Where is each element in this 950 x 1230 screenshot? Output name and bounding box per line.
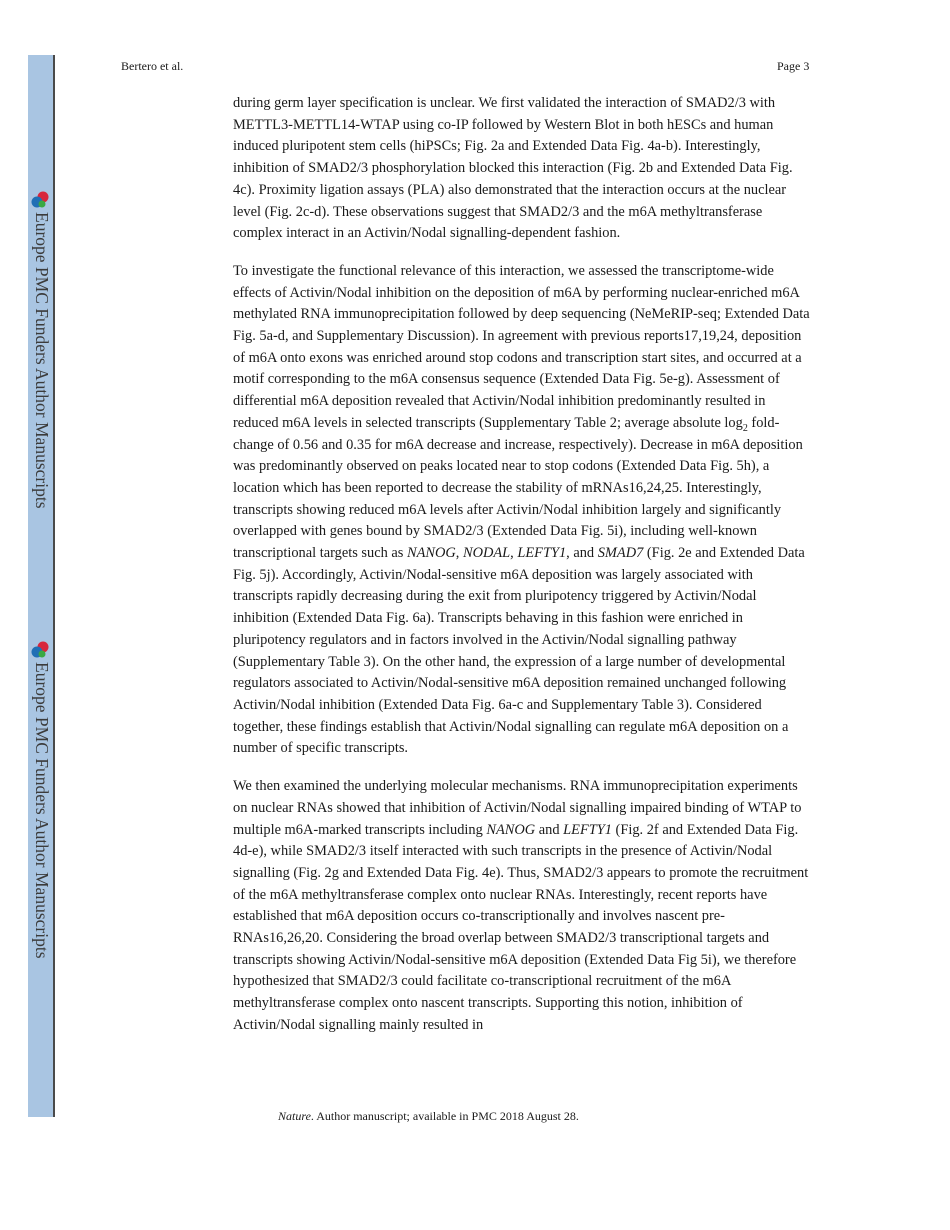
sidebar-label: Europe PMC Funders Author Manuscripts xyxy=(32,212,52,509)
page-footer xyxy=(278,1109,579,1124)
paragraph-2-text-a: To investigate the functional relevance of this interaction, we assessed the transcriptome-wide effects of Activin/Nodal inhibition on the deposition of m6A by performing nuclear-enriched m6A methylated RNA immunoprecipitation followed by deep sequencing (NeMeRIP-seq; Extended Data Fig. 5a-d, and Supplementary Discussion). In agreement with previous reports17,19,24, deposition of m6A onto exons was enriched around stop codons and transcription start sites, and occurred at a motif corresponding to the m6A consensus sequence (Extended Data Fig. 5e-g). Assessment of differential m6A deposition revealed that Activin/Nodal inhibition predominantly resulted in reduced m6A levels in selected transcripts (Supplementary Table 2; average absolute log xyxy=(233,262,810,431)
separator: , xyxy=(455,545,463,562)
log-subscript: 2 xyxy=(742,422,748,434)
paragraph-2 xyxy=(233,261,813,760)
running-header-author: Bertero et al. xyxy=(121,59,184,73)
paragraph-2-text-c: (Fig. 2e and Extended Data Fig. 5j). Accordingly, Activin/Nodal-sensitive m6A deposition was largely associated with transcripts rapidly decreasing during the exit from pluripotency triggered by Activin/Nodal inhibition (Extended Data Fig. 6a). Transcripts behaving in this fashion were enriched in pluripotency regulators and in factors involved in the Activin/Nodal signalling pathway (Supplementary Table 3). On the other hand, the expression of a large number of developmental regulators associated to Activin/Nodal-sensitive m6A deposition remained unchanged following Activin/Nodal inhibition (Extended Data Fig. 6a-c and Supplementary Table 3). Considered together, these findings establish that Activin/Nodal signalling can regulate m6A deposition on a number of specific transcripts. xyxy=(233,545,805,757)
page-number: Page 3 xyxy=(777,59,810,73)
footer-citation: . Author manuscript; available in PMC 2018 August 28. xyxy=(310,1109,579,1123)
article-body xyxy=(233,93,813,1053)
funders-sidebar xyxy=(28,55,55,1117)
paragraph-3 xyxy=(233,776,813,1036)
journal-name: Nature xyxy=(278,1109,311,1123)
europe-pmc-logo-icon xyxy=(30,640,50,660)
separator: , and xyxy=(566,545,598,562)
sidebar-label: Europe PMC Funders Author Manuscripts xyxy=(32,662,52,959)
gene-name: LEFTY1 xyxy=(517,545,567,562)
paragraph-3-text-b: (Fig. 2f and Extended Data Fig. 4d-e), while SMAD2/3 itself interacted with such transcripts in the presence of Activin/Nodal signalling (Fig. 2g and Extended Data Fig. 4e). Thus, SMAD2/3 appears to promote the recruitment of the m6A methyltransferase complex onto nuclear RNAs. Interestingly, recent reports have established that m6A deposition occurs co-transcriptionally and involves nascent pre-RNAs16,26,20. Considering the broad overlap between SMAD2/3 transcriptional targets and transcripts showing Activin/Nodal-sensitive m6A deposition (Extended Data Fig 5i), we therefore hypothesized that SMAD2/3 could facilitate co-transcriptional recruitment of the m6A methyltransferase complex onto nascent transcripts. Supporting this notion, inhibition of Activin/Nodal signalling mainly resulted in xyxy=(233,821,809,1033)
gene-name: NODAL xyxy=(462,545,511,562)
paragraph-1: during germ layer specification is unclear. We first validated the interaction of SMAD2/3 with METTL3-METTL14-WTAP using co-IP followed by Western Blot in both hESCs and human induced pluripotent stem cells (hiPSCs; Fig. 2a and Extended Data Fig. 4a-b). Interestingly, inhibition of SMAD2/3 phosphorylation blocked this interaction (Fig. 2b and Extended Data Fig. 4c). Proximity ligation assays (PLA) also demonstrated that the interaction occurs at the nuclear level (Fig. 2c-d). These observations suggest that SMAD2/3 and the m6A methyltransferase complex interact in an Activin/Nodal signalling-dependent fashion. xyxy=(233,95,793,242)
separator: , xyxy=(510,545,518,562)
gene-name: LEFTY1 xyxy=(563,821,612,838)
separator: and xyxy=(535,821,564,838)
paragraph-3-text-a: We then examined the underlying molecular mechanisms. RNA immunoprecipitation experiments on nuclear RNAs showed that inhibition of Activin/Nodal signalling impaired binding of WTAP to multiple m6A-marked transcripts including xyxy=(233,778,802,838)
paragraph-2-text-b: fold-change of 0.56 and 0.35 for m6A decrease and increase, respectively). Decrease in m6A deposition was predominantly observed on peaks located near to stop codons (Extended Data Fig. 5h), a location which has been reported to decrease the stability of mRNAs16,24,25. Interestingly, transcripts showing reduced m6A levels after Activin/Nodal inhibition largely and significantly overlapped with genes bound by SMAD2/3 (Extended Data Fig. 5i), including well-known transcriptional targets such as xyxy=(233,414,803,562)
gene-name: SMAD7 xyxy=(597,545,644,562)
europe-pmc-logo-icon xyxy=(30,190,50,210)
gene-name: NANOG xyxy=(486,821,536,838)
gene-name: NANOG xyxy=(406,545,456,562)
